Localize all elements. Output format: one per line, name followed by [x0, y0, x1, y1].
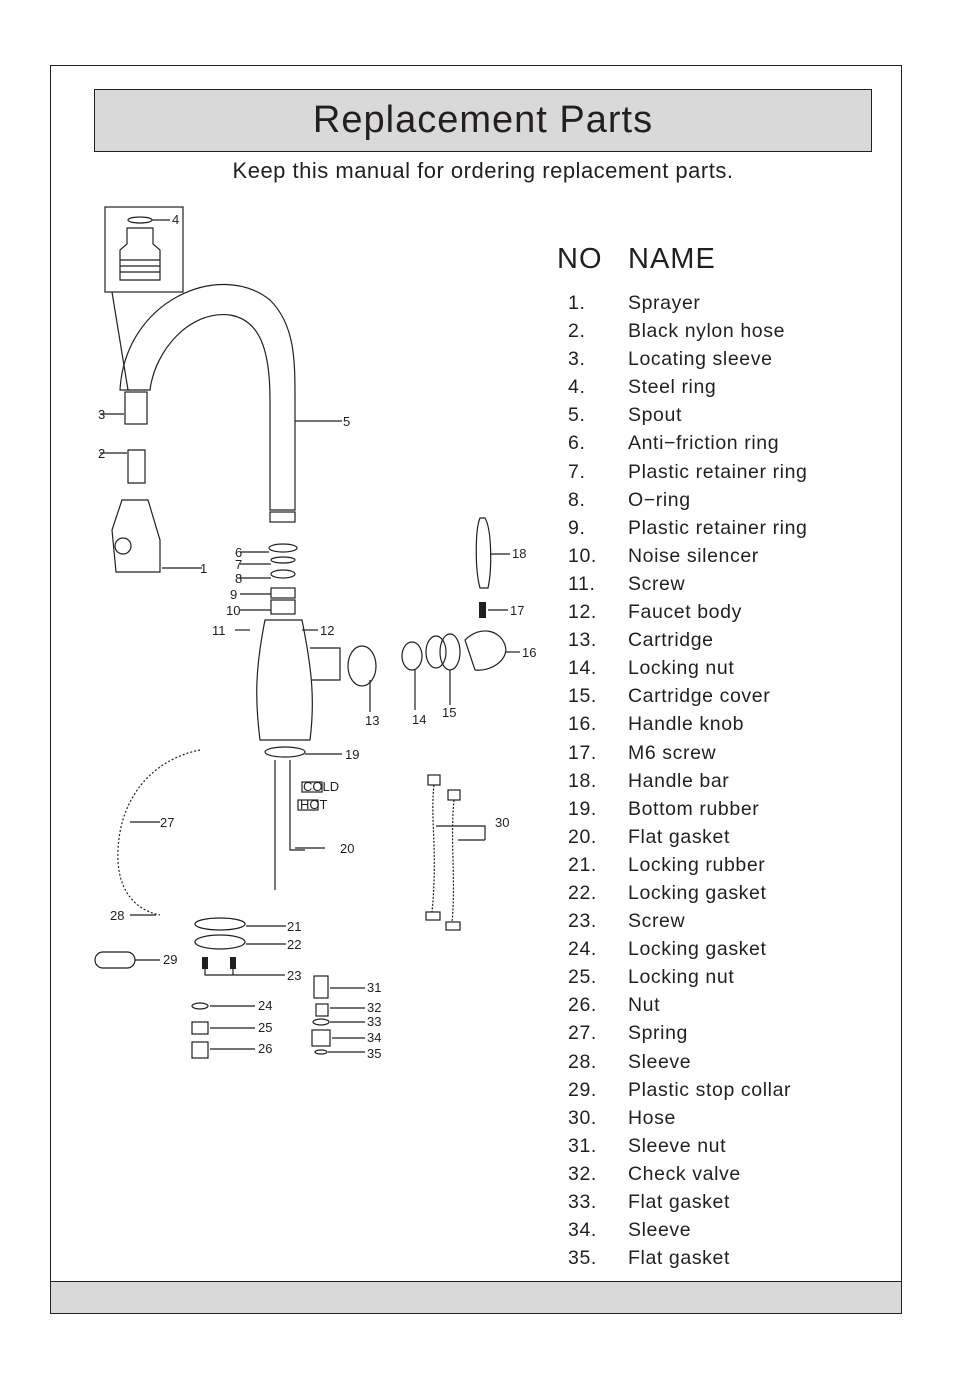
callout-15: 15	[442, 705, 457, 720]
check-valve	[316, 1004, 328, 1016]
locking-rubber	[195, 918, 245, 930]
part-name: Flat gasket	[628, 1247, 730, 1270]
callout-26: 26	[258, 1041, 273, 1056]
m6-screw	[479, 602, 486, 618]
parts-row	[560, 1079, 808, 1107]
parts-row	[560, 545, 808, 573]
parts-row	[560, 1022, 808, 1050]
callout-33: 33	[367, 1014, 382, 1029]
callout-6: 6	[235, 545, 243, 560]
callout-3: 3	[98, 407, 106, 422]
parts-row	[560, 882, 808, 910]
parts-row	[560, 1247, 808, 1275]
part-number: 33.	[568, 1191, 597, 1213]
parts-row	[560, 770, 808, 798]
callout-9: 9	[230, 587, 238, 602]
spout-ring-stack	[240, 512, 297, 614]
sprayer	[112, 500, 160, 572]
parts-row	[560, 432, 808, 460]
parts-row	[560, 657, 808, 685]
part-name: Black nylon hose	[628, 320, 786, 343]
page-title: Replacement Parts	[312, 99, 654, 141]
parts-row	[560, 601, 808, 629]
callout-10: 10	[226, 603, 241, 618]
callout-29: 29	[163, 952, 178, 967]
part-name: Locking rubber	[628, 853, 766, 876]
spring	[118, 750, 200, 915]
part-name: Spout	[628, 404, 682, 427]
screw-right	[230, 957, 236, 969]
callout-30: 30	[495, 815, 510, 830]
callout-25: 25	[258, 1020, 273, 1035]
part-number: 27.	[568, 1022, 597, 1045]
part-name: Locating sleeve	[628, 348, 773, 371]
part-number: 20.	[568, 825, 597, 848]
fitting-26	[192, 1042, 208, 1058]
callout-34: 34	[367, 1030, 382, 1045]
handle-bar	[476, 518, 490, 588]
part-name: Sleeve	[628, 1219, 692, 1242]
part-name: Locking nut	[628, 657, 735, 680]
parts-row	[560, 376, 808, 404]
column-header-name: NAME	[628, 243, 716, 275]
part-number: 4.	[568, 376, 586, 399]
part-number: 25.	[568, 966, 597, 989]
part-number: 24.	[568, 938, 597, 961]
part-name: Sleeve	[628, 1050, 692, 1073]
callout-4: 4	[172, 212, 180, 227]
part-number: 6.	[568, 432, 586, 455]
part-number: 2.	[568, 320, 586, 343]
hot-label: HOT	[300, 797, 328, 812]
part-number: 10.	[568, 544, 597, 567]
screw-left	[202, 957, 208, 969]
parts-row	[560, 573, 808, 601]
part-name: Flat gasket	[628, 825, 730, 848]
callout-7: 7	[235, 557, 243, 572]
part-number: 5.	[568, 404, 586, 427]
part-number: 1.	[568, 292, 586, 314]
callout-11: 11	[212, 623, 226, 638]
callout-12: 12	[320, 623, 335, 638]
part-name: Plastic retainer ring	[628, 460, 808, 483]
callout-14: 14	[412, 712, 427, 727]
callout-32: 32	[367, 1000, 382, 1015]
part-name: Spring	[628, 1022, 688, 1045]
callout-17: 17	[510, 603, 525, 618]
part-number: 23.	[568, 910, 597, 933]
part-name: Cartridge	[628, 629, 714, 652]
footer-band	[51, 1281, 901, 1313]
part-name: Anti−friction ring	[628, 432, 780, 455]
exploded-parts-diagram	[90, 200, 550, 1080]
parts-row	[560, 1163, 808, 1191]
part-name: Handle bar	[628, 769, 730, 792]
part-name: Locking nut	[628, 966, 735, 989]
parts-row	[560, 1219, 808, 1247]
locking-gasket	[195, 935, 245, 949]
part-number: 18.	[568, 769, 597, 792]
faucet-body	[257, 620, 313, 740]
part-number: 16.	[568, 713, 597, 736]
locking-nut	[402, 642, 422, 670]
callout-13: 13	[365, 713, 380, 728]
part-name: Steel ring	[628, 376, 717, 399]
part-number: 22.	[568, 881, 597, 904]
cartridge	[348, 646, 376, 686]
callout-18: 18	[512, 546, 527, 561]
callout-22: 22	[287, 937, 302, 952]
parts-row	[560, 1107, 808, 1135]
parts-row	[560, 854, 808, 882]
callout-16: 16	[522, 645, 537, 660]
part-name: Plastic stop collar	[628, 1078, 792, 1101]
parts-row	[560, 966, 808, 994]
parts-row	[560, 685, 808, 713]
part-number: 13.	[568, 629, 597, 652]
callout-5: 5	[343, 414, 351, 429]
part-number: 30.	[568, 1106, 597, 1129]
part-number: 7.	[568, 460, 586, 483]
part-number: 9.	[568, 516, 586, 539]
callout-2: 2	[98, 446, 106, 461]
bottom-rubber	[265, 747, 305, 757]
part-name: Screw	[628, 572, 686, 595]
part-name: Locking gasket	[628, 881, 767, 904]
part-name: Noise silencer	[628, 544, 759, 567]
spout	[120, 284, 295, 510]
callout-21: 21	[287, 919, 302, 934]
part-number: 29.	[568, 1078, 597, 1101]
part-name: M6 screw	[628, 741, 717, 764]
part-number: 28.	[568, 1050, 597, 1073]
part-number: 34.	[568, 1219, 597, 1242]
supply-hoses	[426, 775, 485, 930]
callout-31: 31	[367, 980, 382, 995]
fitting-25	[192, 1022, 208, 1034]
cold-label: COLD	[303, 779, 340, 794]
parts-row	[560, 517, 808, 545]
part-name: Flat gasket	[628, 1191, 730, 1213]
part-number: 12.	[568, 601, 597, 624]
part-number: 31.	[568, 1134, 597, 1157]
plastic-stop-collar	[95, 952, 135, 968]
nylon-hose-stub	[128, 450, 145, 483]
part-name: Cartridge cover	[628, 685, 771, 708]
part-name: O−ring	[628, 488, 691, 511]
part-name: Faucet body	[628, 601, 742, 624]
parts-row	[560, 1135, 808, 1163]
part-name: Screw	[628, 910, 686, 933]
parts-list	[560, 292, 808, 1275]
part-name: Bottom rubber	[628, 797, 760, 820]
fitting-24	[192, 1003, 208, 1009]
part-name: Hose	[628, 1106, 676, 1129]
parts-row	[560, 629, 808, 657]
parts-row	[560, 1051, 808, 1079]
parts-row	[560, 994, 808, 1022]
callout-35: 35	[367, 1046, 382, 1061]
callout-24: 24	[258, 998, 273, 1013]
page-subtitle: Keep this manual for ordering replacement parts.	[232, 158, 734, 183]
parts-row	[560, 489, 808, 517]
parts-row	[560, 713, 808, 741]
callout-23: 23	[287, 968, 302, 983]
sleeve-nut	[314, 976, 328, 998]
part-name: Locking gasket	[628, 938, 767, 961]
callout-labels	[98, 212, 536, 1061]
locating-sleeve	[125, 392, 147, 424]
handle-knob	[465, 631, 506, 670]
title-banner	[94, 89, 872, 152]
part-number: 15.	[568, 685, 597, 708]
part-number: 19.	[568, 797, 597, 820]
part-number: 32.	[568, 1162, 597, 1185]
part-number: 21.	[568, 853, 597, 876]
part-name: Sleeve nut	[628, 1134, 727, 1157]
parts-row	[560, 798, 808, 826]
parts-row	[560, 320, 808, 348]
parts-row	[560, 910, 808, 938]
callout-27: 27	[160, 815, 175, 830]
callout-19: 19	[345, 747, 360, 762]
part-number: 35.	[568, 1247, 597, 1270]
parts-row	[560, 826, 808, 854]
callout-20: 20	[340, 841, 355, 856]
parts-row	[560, 742, 808, 770]
sprayer-head-inset	[105, 207, 183, 390]
parts-row	[560, 1191, 808, 1219]
part-number: 26.	[568, 994, 597, 1017]
part-name: Plastic retainer ring	[628, 516, 808, 539]
callout-28: 28	[110, 908, 125, 923]
part-number: 8.	[568, 488, 586, 511]
part-number: 14.	[568, 657, 597, 680]
part-number: 17.	[568, 741, 597, 764]
part-name: Check valve	[628, 1162, 741, 1185]
parts-row	[560, 461, 808, 489]
parts-row	[560, 404, 808, 432]
column-header-no: NO	[557, 243, 603, 275]
part-name: Handle knob	[628, 713, 745, 736]
callout-1: 1	[200, 561, 208, 576]
part-name: Nut	[628, 994, 661, 1017]
parts-row	[560, 348, 808, 376]
part-name: Sprayer	[628, 292, 701, 314]
parts-row	[560, 292, 808, 320]
callout-8: 8	[235, 571, 243, 586]
parts-row	[560, 938, 808, 966]
part-number: 11.	[568, 572, 596, 595]
part-number: 3.	[568, 348, 586, 371]
cartridge-cover	[440, 634, 460, 670]
